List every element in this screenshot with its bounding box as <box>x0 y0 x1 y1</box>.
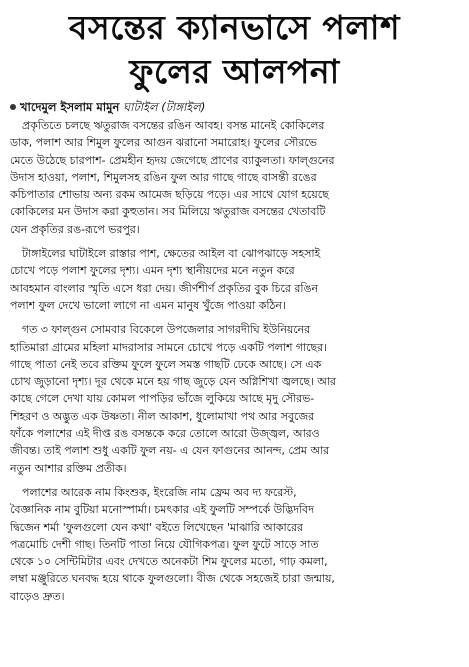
text-line: গাছে পাতা নেই তবে রক্তিম ফুলে ফুলে সমস্ত গাছটি ঢেকে আছে। সে এক <box>10 357 322 371</box>
text-line: চোখ জুড়ানো দৃশ্য। দূর থেকে মনে হয় গাছ জুড়ে যেন অগ্নিশিখা জ্বলছে। আর <box>10 375 336 389</box>
text-line: নতুন আশার রক্তিম প্রতীক। <box>10 461 127 475</box>
headline-line-1: বসন্তের ক্যানভাসে পলাশ <box>68 8 401 47</box>
text-line: বাড়েও দ্রুত। <box>10 589 65 603</box>
text-line: আবহমান বাংলার স্মৃতি এসে ধরা দেয়। জীর্ণশীর্ণ প্রকৃতির বুক চিরে রঙিন <box>10 281 318 295</box>
text-line: যেন প্রকৃতির রঙ-রূপে ভরপুর। <box>10 222 140 236</box>
text-line: পত্রমোচি দেশী গাছ। তিনটি পাতা নিয়ে যৌগিকপত্র। ফুল ফুটে সাড়ে সাত <box>10 537 319 551</box>
text-line: কচিপাতার শোভায় অন্য রকম আমেজ ছড়িয়ে পড়ে। এর সাথে যোগ হয়েছে <box>10 188 329 202</box>
text-line: কোকিলের মন উদাস করা কুহুতান। সব মিলিয়ে ঋতুরাজ বসন্তের খেতাবটি <box>10 205 326 219</box>
byline <box>10 100 459 115</box>
text-line: কাছে গেলে দেখা যায় কোমল পাপড়ির ভাঁজে লুকিয়ে আছে মৃদু সৌরভ- <box>10 392 315 406</box>
text-line: বৈজ্ঞানিক নাম বুটিয়া মনোস্পার্মা। চমৎকার এই ফুলটি সম্পর্কে উদ্ভিদবিদ <box>10 503 314 517</box>
paragraph-2 <box>10 245 459 314</box>
text-line: পলাশের আরেক নাম কিংশুক, ইংরেজি নাম ফ্রেম অব দ্য ফরেস্ট, <box>22 485 297 499</box>
text-line: শিহরণ ও অদ্ভুত এক উষ্ণতা। নীল আকাশ, ধুলোমাখা পথ আর সবুজের <box>10 409 315 423</box>
article-body <box>10 117 459 605</box>
text-line: মেতে উঠেছে চারপাশ- প্রেমহীন হৃদয় জেগেছে প্রাণের ব্যাকুলতা। ফাল্গুনের <box>10 153 335 167</box>
text-line: উদাস হাওয়া, পলাশ, শিমুলসহ রঙিন ফুল আর গাছে গাছে বাসন্তী রঙের <box>10 170 317 184</box>
bullet-icon <box>10 104 16 110</box>
text-line: প্রকৃতিতে চলছে ঋতুরাজ বসন্তের রঙিন আবহ। বসন্ত মানেই কোকিলের <box>22 119 325 132</box>
dateline-place: ঘাটাইল (টাঙ্গাইল) <box>123 100 206 114</box>
paragraph-1 <box>10 117 459 238</box>
paragraph-4 <box>10 484 459 605</box>
author-name: খাদেমুল ইসলাম মামুন <box>20 100 120 114</box>
headline <box>10 6 459 94</box>
text-line: টাঙ্গাইলের ঘাটাইলে রাস্তার পাশ, ক্ষেতের আইল বা ঝোপঝাড়ে সহসাই <box>22 247 321 261</box>
headline-line-2: ফুলের আলপনা <box>129 52 340 91</box>
text-line: ডাক, পলাশ আর শিমুল ফুলের আগুন ঝরানো সমারোহ। ফুলের সৌরভে <box>10 136 317 150</box>
text-line: হাতিমারা গ্রামের মহিলা মাদরাসার সামনে চোখে পড়ে একটি পলাশ গাছের। <box>10 340 328 354</box>
text-line: গত ৩ ফাল্গুন সোমবার বিকেলে উপজেলার সাগরদীঘি ইউনিয়নের <box>22 323 311 337</box>
text-line: চোখে পড়ে পলাশ ফুলের দৃশ্য। এমন দৃশ্য স্থানীয়দের মনে নতুন করে <box>10 264 295 278</box>
text-line: দ্বিজেন শর্মা 'ফুলগুলো যেন কথা' বইতে লিখেছেন 'মাঝারি আকারের <box>10 520 303 534</box>
text-line: পলাশ ফুল দেখে ভালো লাগে না এমন মানুষ খুঁজে পাওয়া কঠিন। <box>10 298 286 312</box>
text-line: লম্বা মঞ্জুরিতে ঘনবদ্ধ হয়ে থাকে ফুলগুলো। বীজ থেকে সহজেই চারা জন্মায়, <box>10 572 335 586</box>
text-line: ফাঁকে পলাশের এই দীপ্ত রঙ বসন্তকে করে তোলে আরো উজ্জ্বল, আরও <box>10 427 320 441</box>
paragraph-3 <box>10 321 459 477</box>
text-line: থেকে ১০ সেন্টিমিটার এবং দেখতে অনেকটা শিম ফুলের মতো, গাঢ় কমলা, <box>10 555 328 569</box>
text-line: জীবন্ত। তাই পলাশ শুধু একটি ফুল নয়- এ যেন ফাগুনের আনন্দ, প্রেম আর <box>10 444 330 458</box>
